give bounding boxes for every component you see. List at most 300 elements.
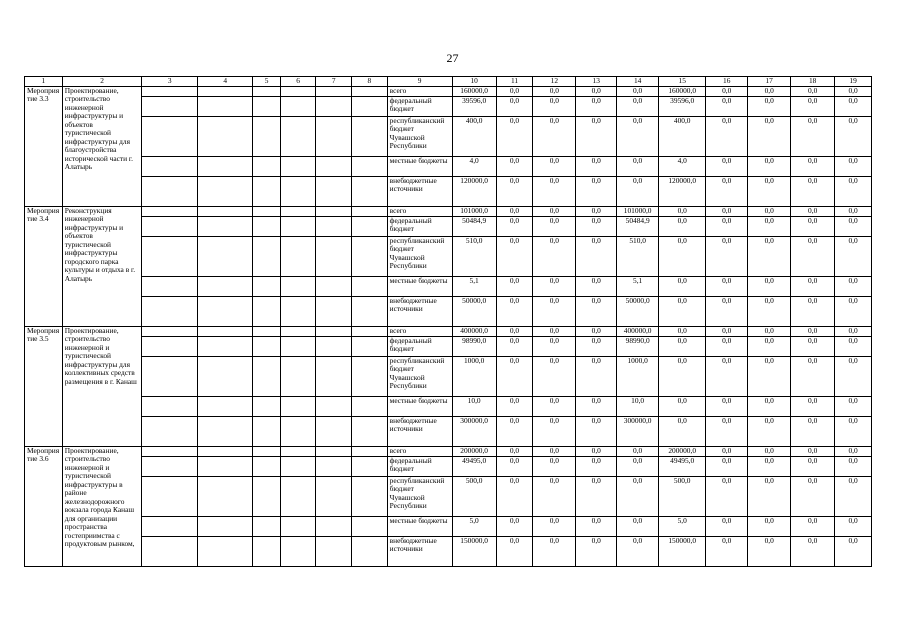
- amount-cell: 0,0: [576, 296, 617, 326]
- amount-cell: 98990,0: [452, 336, 496, 356]
- amount-cell: 0,0: [835, 96, 872, 116]
- amount-cell: 0,0: [576, 216, 617, 236]
- empty-cell: [280, 206, 316, 216]
- empty-cell: [142, 456, 198, 476]
- amount-cell: 0,0: [748, 536, 791, 566]
- amount-cell: 0,0: [748, 276, 791, 296]
- funding-source: федеральный бюджет: [387, 96, 452, 116]
- column-number: 19: [835, 77, 872, 87]
- funding-source: федеральный бюджет: [387, 456, 452, 476]
- amount-cell: 0,0: [748, 456, 791, 476]
- empty-cell: [352, 236, 388, 276]
- empty-cell: [253, 276, 280, 296]
- empty-cell: [352, 206, 388, 216]
- column-number: 13: [576, 77, 617, 87]
- amount-cell: 160000,0: [659, 86, 706, 96]
- amount-cell: 0,0: [617, 116, 659, 156]
- empty-cell: [197, 176, 253, 206]
- empty-cell: [197, 416, 253, 446]
- amount-cell: 0,0: [706, 456, 748, 476]
- funding-source: внебюджетные источники: [387, 416, 452, 446]
- amount-cell: 0,0: [791, 86, 835, 96]
- table-row: [25, 326, 872, 336]
- empty-cell: [280, 516, 316, 536]
- event-name: Реконструкция инженерной инфраструктуры и объектов туристической инфраструктуры городского парка культуры и отдыха в г. Алатырь: [62, 206, 142, 326]
- amount-cell: 200000,0: [659, 446, 706, 456]
- amount-cell: 0,0: [617, 176, 659, 206]
- amount-cell: 0,0: [659, 236, 706, 276]
- funding-source: внебюджетные источники: [387, 536, 452, 566]
- column-number-row: [25, 77, 872, 87]
- column-number: 15: [659, 77, 706, 87]
- amount-cell: 400000,0: [617, 326, 659, 336]
- table-row: [25, 536, 872, 566]
- amount-cell: 0,0: [835, 416, 872, 446]
- amount-cell: 0,0: [576, 516, 617, 536]
- amount-cell: 50484,9: [617, 216, 659, 236]
- amount-cell: 5,0: [659, 516, 706, 536]
- amount-cell: 0,0: [496, 396, 533, 416]
- column-number: 7: [316, 77, 352, 87]
- amount-cell: 0,0: [835, 216, 872, 236]
- amount-cell: 0,0: [496, 96, 533, 116]
- event-name: Проектирование, строительство инженерной и туристической инфраструктуры в районе железнодорожного вокзала города Канаш для организации пространства гостеприимства с продуктовым рынком,: [62, 446, 142, 566]
- empty-cell: [316, 176, 352, 206]
- column-number: 6: [280, 77, 316, 87]
- amount-cell: 0,0: [791, 296, 835, 326]
- empty-cell: [316, 356, 352, 396]
- amount-cell: 0,0: [496, 326, 533, 336]
- amount-cell: 0,0: [835, 446, 872, 456]
- empty-cell: [253, 516, 280, 536]
- amount-cell: 50000,0: [452, 296, 496, 326]
- amount-cell: 400,0: [452, 116, 496, 156]
- amount-cell: 0,0: [706, 396, 748, 416]
- event-code: Мероприятие 3.6: [25, 446, 63, 566]
- amount-cell: 120000,0: [659, 176, 706, 206]
- amount-cell: 0,0: [533, 206, 576, 216]
- amount-cell: 0,0: [576, 116, 617, 156]
- amount-cell: 0,0: [617, 156, 659, 176]
- amount-cell: 0,0: [706, 296, 748, 326]
- amount-cell: 0,0: [706, 536, 748, 566]
- funding-source: местные бюджеты: [387, 156, 452, 176]
- amount-cell: 0,0: [576, 96, 617, 116]
- table-row: [25, 356, 872, 396]
- amount-cell: 0,0: [706, 336, 748, 356]
- empty-cell: [253, 176, 280, 206]
- amount-cell: 0,0: [835, 176, 872, 206]
- table-row: [25, 86, 872, 96]
- table-row: [25, 176, 872, 206]
- empty-cell: [142, 156, 198, 176]
- table-row: [25, 456, 872, 476]
- amount-cell: 50000,0: [617, 296, 659, 326]
- amount-cell: 0,0: [791, 156, 835, 176]
- empty-cell: [197, 446, 253, 456]
- amount-cell: 0,0: [791, 446, 835, 456]
- amount-cell: 0,0: [706, 356, 748, 396]
- table-row: [25, 296, 872, 326]
- amount-cell: 0,0: [791, 176, 835, 206]
- amount-cell: 10,0: [452, 396, 496, 416]
- empty-cell: [197, 356, 253, 396]
- funding-source: местные бюджеты: [387, 516, 452, 536]
- amount-cell: 0,0: [791, 276, 835, 296]
- amount-cell: 0,0: [835, 516, 872, 536]
- amount-cell: 0,0: [533, 236, 576, 276]
- empty-cell: [197, 396, 253, 416]
- empty-cell: [142, 416, 198, 446]
- table-row: [25, 116, 872, 156]
- amount-cell: 0,0: [533, 296, 576, 326]
- empty-cell: [197, 156, 253, 176]
- amount-cell: 0,0: [496, 296, 533, 326]
- empty-cell: [352, 276, 388, 296]
- amount-cell: 120000,0: [452, 176, 496, 206]
- empty-cell: [316, 296, 352, 326]
- event-code: Мероприятие 3.4: [25, 206, 63, 326]
- amount-cell: 0,0: [706, 216, 748, 236]
- empty-cell: [142, 176, 198, 206]
- amount-cell: 0,0: [706, 116, 748, 156]
- amount-cell: 0,0: [496, 336, 533, 356]
- column-number: 12: [533, 77, 576, 87]
- empty-cell: [142, 336, 198, 356]
- empty-cell: [352, 176, 388, 206]
- amount-cell: 0,0: [791, 216, 835, 236]
- amount-cell: 0,0: [496, 116, 533, 156]
- amount-cell: 0,0: [706, 476, 748, 516]
- amount-cell: 0,0: [576, 336, 617, 356]
- empty-cell: [253, 96, 280, 116]
- empty-cell: [142, 326, 198, 336]
- empty-cell: [197, 236, 253, 276]
- empty-cell: [280, 536, 316, 566]
- empty-cell: [316, 156, 352, 176]
- empty-cell: [352, 86, 388, 96]
- financing-table: [24, 76, 872, 567]
- funding-source: местные бюджеты: [387, 396, 452, 416]
- amount-cell: 0,0: [533, 216, 576, 236]
- page-number: 27: [446, 51, 459, 65]
- amount-cell: 0,0: [533, 86, 576, 96]
- amount-cell: 0,0: [835, 236, 872, 276]
- empty-cell: [352, 396, 388, 416]
- empty-cell: [253, 416, 280, 446]
- empty-cell: [280, 396, 316, 416]
- amount-cell: 0,0: [748, 416, 791, 446]
- column-number: 3: [142, 77, 198, 87]
- amount-cell: 0,0: [748, 206, 791, 216]
- empty-cell: [280, 276, 316, 296]
- empty-cell: [352, 446, 388, 456]
- empty-cell: [197, 116, 253, 156]
- empty-cell: [253, 206, 280, 216]
- empty-cell: [316, 516, 352, 536]
- empty-cell: [253, 456, 280, 476]
- event-code: Мероприятие 3.3: [25, 86, 63, 206]
- amount-cell: 101000,0: [452, 206, 496, 216]
- amount-cell: 500,0: [659, 476, 706, 516]
- funding-source: всего: [387, 206, 452, 216]
- empty-cell: [142, 536, 198, 566]
- empty-cell: [197, 86, 253, 96]
- empty-cell: [280, 446, 316, 456]
- amount-cell: 0,0: [748, 336, 791, 356]
- amount-cell: 0,0: [748, 176, 791, 206]
- amount-cell: 0,0: [617, 516, 659, 536]
- amount-cell: 0,0: [748, 476, 791, 516]
- funding-source: всего: [387, 326, 452, 336]
- amount-cell: 0,0: [659, 296, 706, 326]
- empty-cell: [253, 336, 280, 356]
- column-number: 16: [706, 77, 748, 87]
- amount-cell: 0,0: [496, 446, 533, 456]
- empty-cell: [280, 236, 316, 276]
- empty-cell: [142, 396, 198, 416]
- amount-cell: 0,0: [706, 516, 748, 536]
- empty-cell: [352, 96, 388, 116]
- amount-cell: 0,0: [533, 456, 576, 476]
- empty-cell: [197, 216, 253, 236]
- amount-cell: 0,0: [533, 446, 576, 456]
- amount-cell: 0,0: [659, 336, 706, 356]
- empty-cell: [280, 156, 316, 176]
- amount-cell: 0,0: [533, 156, 576, 176]
- amount-cell: 0,0: [659, 416, 706, 446]
- empty-cell: [352, 356, 388, 396]
- amount-cell: 0,0: [659, 276, 706, 296]
- empty-cell: [253, 446, 280, 456]
- empty-cell: [253, 476, 280, 516]
- amount-cell: 0,0: [706, 176, 748, 206]
- amount-cell: 150000,0: [659, 536, 706, 566]
- amount-cell: 0,0: [706, 96, 748, 116]
- amount-cell: 1000,0: [617, 356, 659, 396]
- amount-cell: 510,0: [452, 236, 496, 276]
- amount-cell: 0,0: [533, 396, 576, 416]
- amount-cell: 5,1: [617, 276, 659, 296]
- amount-cell: 0,0: [748, 296, 791, 326]
- amount-cell: 0,0: [706, 326, 748, 336]
- column-number: 8: [352, 77, 388, 87]
- amount-cell: 0,0: [533, 416, 576, 446]
- table-row: [25, 446, 872, 456]
- empty-cell: [142, 276, 198, 296]
- empty-cell: [280, 336, 316, 356]
- funding-source: внебюджетные источники: [387, 176, 452, 206]
- empty-cell: [352, 536, 388, 566]
- empty-cell: [197, 456, 253, 476]
- amount-cell: 0,0: [576, 456, 617, 476]
- empty-cell: [142, 516, 198, 536]
- empty-cell: [142, 476, 198, 516]
- empty-cell: [352, 416, 388, 446]
- amount-cell: 0,0: [576, 156, 617, 176]
- amount-cell: 0,0: [748, 156, 791, 176]
- amount-cell: 0,0: [706, 416, 748, 446]
- amount-cell: 0,0: [496, 216, 533, 236]
- amount-cell: 0,0: [533, 536, 576, 566]
- empty-cell: [352, 336, 388, 356]
- empty-cell: [316, 336, 352, 356]
- amount-cell: 0,0: [706, 276, 748, 296]
- empty-cell: [197, 96, 253, 116]
- table-row: [25, 336, 872, 356]
- amount-cell: 200000,0: [452, 446, 496, 456]
- amount-cell: 0,0: [496, 456, 533, 476]
- empty-cell: [316, 236, 352, 276]
- empty-cell: [280, 86, 316, 96]
- table-body: [25, 77, 872, 567]
- amount-cell: 0,0: [617, 456, 659, 476]
- amount-cell: 0,0: [617, 476, 659, 516]
- amount-cell: 0,0: [576, 176, 617, 206]
- amount-cell: 0,0: [617, 446, 659, 456]
- amount-cell: 0,0: [576, 86, 617, 96]
- amount-cell: 0,0: [835, 156, 872, 176]
- empty-cell: [316, 96, 352, 116]
- funding-source: местные бюджеты: [387, 276, 452, 296]
- amount-cell: 0,0: [706, 156, 748, 176]
- empty-cell: [280, 96, 316, 116]
- amount-cell: 0,0: [576, 396, 617, 416]
- amount-cell: 0,0: [791, 116, 835, 156]
- amount-cell: 500,0: [452, 476, 496, 516]
- amount-cell: 0,0: [706, 446, 748, 456]
- amount-cell: 0,0: [835, 296, 872, 326]
- empty-cell: [197, 326, 253, 336]
- amount-cell: 0,0: [791, 456, 835, 476]
- amount-cell: 0,0: [791, 396, 835, 416]
- amount-cell: 0,0: [533, 116, 576, 156]
- funding-source: внебюджетные источники: [387, 296, 452, 326]
- amount-cell: 0,0: [496, 86, 533, 96]
- empty-cell: [142, 446, 198, 456]
- amount-cell: 0,0: [791, 326, 835, 336]
- amount-cell: 0,0: [748, 396, 791, 416]
- empty-cell: [142, 356, 198, 396]
- empty-cell: [280, 296, 316, 326]
- empty-cell: [316, 396, 352, 416]
- amount-cell: 5,0: [452, 516, 496, 536]
- amount-cell: 0,0: [496, 416, 533, 446]
- amount-cell: 0,0: [791, 516, 835, 536]
- empty-cell: [352, 516, 388, 536]
- amount-cell: 0,0: [659, 326, 706, 336]
- empty-cell: [253, 236, 280, 276]
- amount-cell: 0,0: [659, 396, 706, 416]
- amount-cell: 0,0: [748, 446, 791, 456]
- empty-cell: [352, 456, 388, 476]
- empty-cell: [316, 216, 352, 236]
- amount-cell: 0,0: [533, 96, 576, 116]
- amount-cell: 0,0: [496, 516, 533, 536]
- amount-cell: 160000,0: [452, 86, 496, 96]
- amount-cell: 4,0: [659, 156, 706, 176]
- amount-cell: 0,0: [496, 176, 533, 206]
- empty-cell: [316, 476, 352, 516]
- table-row: [25, 216, 872, 236]
- table-row: [25, 276, 872, 296]
- table-row: [25, 396, 872, 416]
- amount-cell: 0,0: [706, 236, 748, 276]
- empty-cell: [197, 476, 253, 516]
- table-row: [25, 236, 872, 276]
- amount-cell: 0,0: [835, 456, 872, 476]
- column-number: 18: [791, 77, 835, 87]
- amount-cell: 50484,9: [452, 216, 496, 236]
- empty-cell: [280, 176, 316, 206]
- column-number: 5: [253, 77, 280, 87]
- amount-cell: 0,0: [533, 326, 576, 336]
- column-number: 17: [748, 77, 791, 87]
- amount-cell: 0,0: [576, 276, 617, 296]
- empty-cell: [142, 206, 198, 216]
- amount-cell: 0,0: [496, 236, 533, 276]
- amount-cell: 0,0: [791, 356, 835, 396]
- column-number: 4: [197, 77, 253, 87]
- empty-cell: [253, 326, 280, 336]
- empty-cell: [352, 326, 388, 336]
- amount-cell: 300000,0: [617, 416, 659, 446]
- amount-cell: 0,0: [791, 206, 835, 216]
- amount-cell: 0,0: [533, 176, 576, 206]
- event-name: Проектирование, строительство инженерной инфраструктуры и объектов туристической инфраструктуры для благоустройства исторической части г. Алатырь: [62, 86, 142, 206]
- amount-cell: 0,0: [791, 336, 835, 356]
- table-row: [25, 206, 872, 216]
- empty-cell: [316, 536, 352, 566]
- empty-cell: [352, 476, 388, 516]
- amount-cell: 0,0: [835, 536, 872, 566]
- empty-cell: [352, 156, 388, 176]
- amount-cell: 0,0: [835, 86, 872, 96]
- amount-cell: 0,0: [791, 96, 835, 116]
- empty-cell: [253, 296, 280, 326]
- table-row: [25, 96, 872, 116]
- amount-cell: 4,0: [452, 156, 496, 176]
- amount-cell: 98990,0: [617, 336, 659, 356]
- amount-cell: 0,0: [533, 276, 576, 296]
- amount-cell: 0,0: [835, 326, 872, 336]
- amount-cell: 0,0: [835, 396, 872, 416]
- amount-cell: 0,0: [576, 476, 617, 516]
- amount-cell: 39596,0: [452, 96, 496, 116]
- amount-cell: 0,0: [576, 236, 617, 276]
- amount-cell: 0,0: [748, 236, 791, 276]
- empty-cell: [280, 216, 316, 236]
- empty-cell: [316, 446, 352, 456]
- amount-cell: 0,0: [791, 476, 835, 516]
- amount-cell: 0,0: [533, 356, 576, 396]
- table-row: [25, 476, 872, 516]
- column-number: 10: [452, 77, 496, 87]
- amount-cell: 0,0: [706, 86, 748, 96]
- column-number: 14: [617, 77, 659, 87]
- amount-cell: 0,0: [835, 276, 872, 296]
- amount-cell: 0,0: [659, 216, 706, 236]
- table-row: [25, 416, 872, 446]
- empty-cell: [142, 116, 198, 156]
- empty-cell: [316, 416, 352, 446]
- empty-cell: [280, 326, 316, 336]
- amount-cell: 1000,0: [452, 356, 496, 396]
- amount-cell: 0,0: [496, 156, 533, 176]
- amount-cell: 0,0: [617, 96, 659, 116]
- amount-cell: 0,0: [533, 516, 576, 536]
- empty-cell: [316, 86, 352, 96]
